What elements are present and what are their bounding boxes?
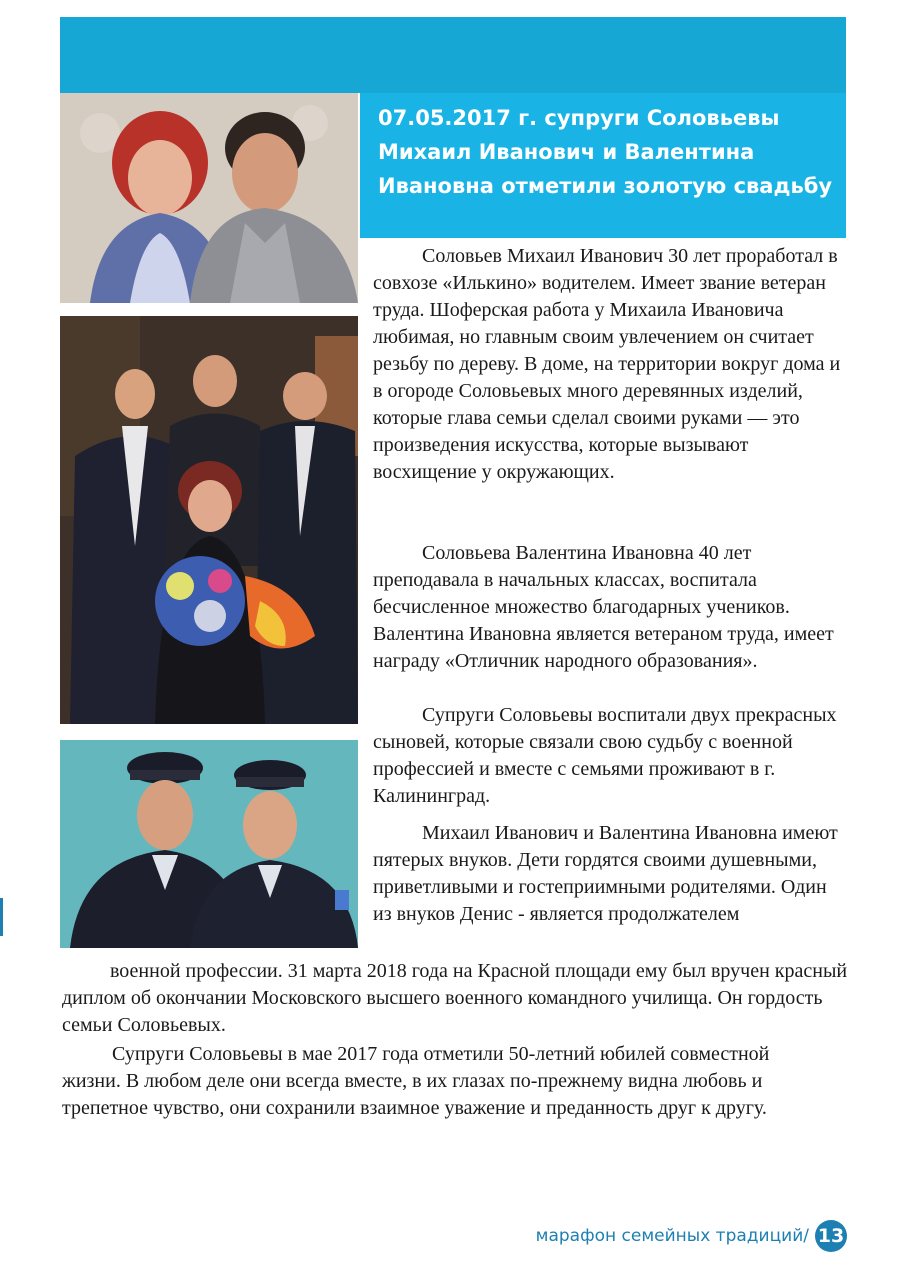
title-box: [360, 93, 846, 238]
footer-text: марафон семейных традиций/: [535, 1226, 809, 1246]
photo-sons-image: [60, 740, 358, 948]
photo-couple: [60, 93, 358, 303]
photo-family-image: [60, 316, 358, 724]
article-title: 07.05.2017 г. супруги Соловьевы Михаил Иванович и Валентина Ивановна отметили золотую свадьбу: [378, 106, 833, 198]
header-band: [60, 17, 846, 93]
page-footer: [536, 1219, 847, 1253]
paragraph-5: военной профессии. 31 марта 2018 года на Красной площади ему был вручен красный диплом об окончании Московского высшего военного командного училища. Он гордость семьи Соловьевых.: [62, 960, 848, 1036]
margin-marker: [0, 898, 3, 936]
paragraph-3: Супруги Соловьевы воспитали двух прекрасных сыновей, которые связали свою судьбу с военной профессией и вместе с семьями проживают в г. Калининград.: [373, 704, 837, 807]
paragraph-6: Супруги Соловьевы в мае 2017 года отметили 50-летний юбилей совместной жизни. В любом деле они всегда вместе, в их глазах по-прежнему видна любовь и трепетное чувство, они сохранили взаимное уважение и преданность друг к другу.: [62, 1043, 770, 1119]
page-number: 13: [815, 1220, 847, 1252]
paragraph-2: Соловьева Валентина Ивановна 40 лет преподавала в начальных классах, воспитала бесчисленное множество благодарных учеников. Валентина Ивановна является ветераном труда, имеет награду «Отличник народного образования».: [373, 542, 834, 672]
photo-couple-image: [60, 93, 358, 303]
photo-family: [60, 316, 358, 724]
photo-sons: [60, 740, 358, 948]
paragraph-1: Соловьев Михаил Иванович 30 лет проработал в совхозе «Илькино» водителем. Имеет звание ветеран труда. Шоферская работа у Михаила Ивановича любимая, но главным своим увлечением он считает резьбу по дереву. В доме, на территории вокруг дома и в огороде Соловьевых много деревянных изделий, которые глава семьи сделал своими руками — это произведения искусства, которые вызывают восхищение у окружающих.: [373, 245, 841, 483]
paragraph-4: Михаил Иванович и Валентина Ивановна имеют пятерых внуков. Дети гордятся своими душевными, приветливыми и гостеприимными родителями. Один из внуков Денис - является продолжателем: [373, 822, 838, 925]
